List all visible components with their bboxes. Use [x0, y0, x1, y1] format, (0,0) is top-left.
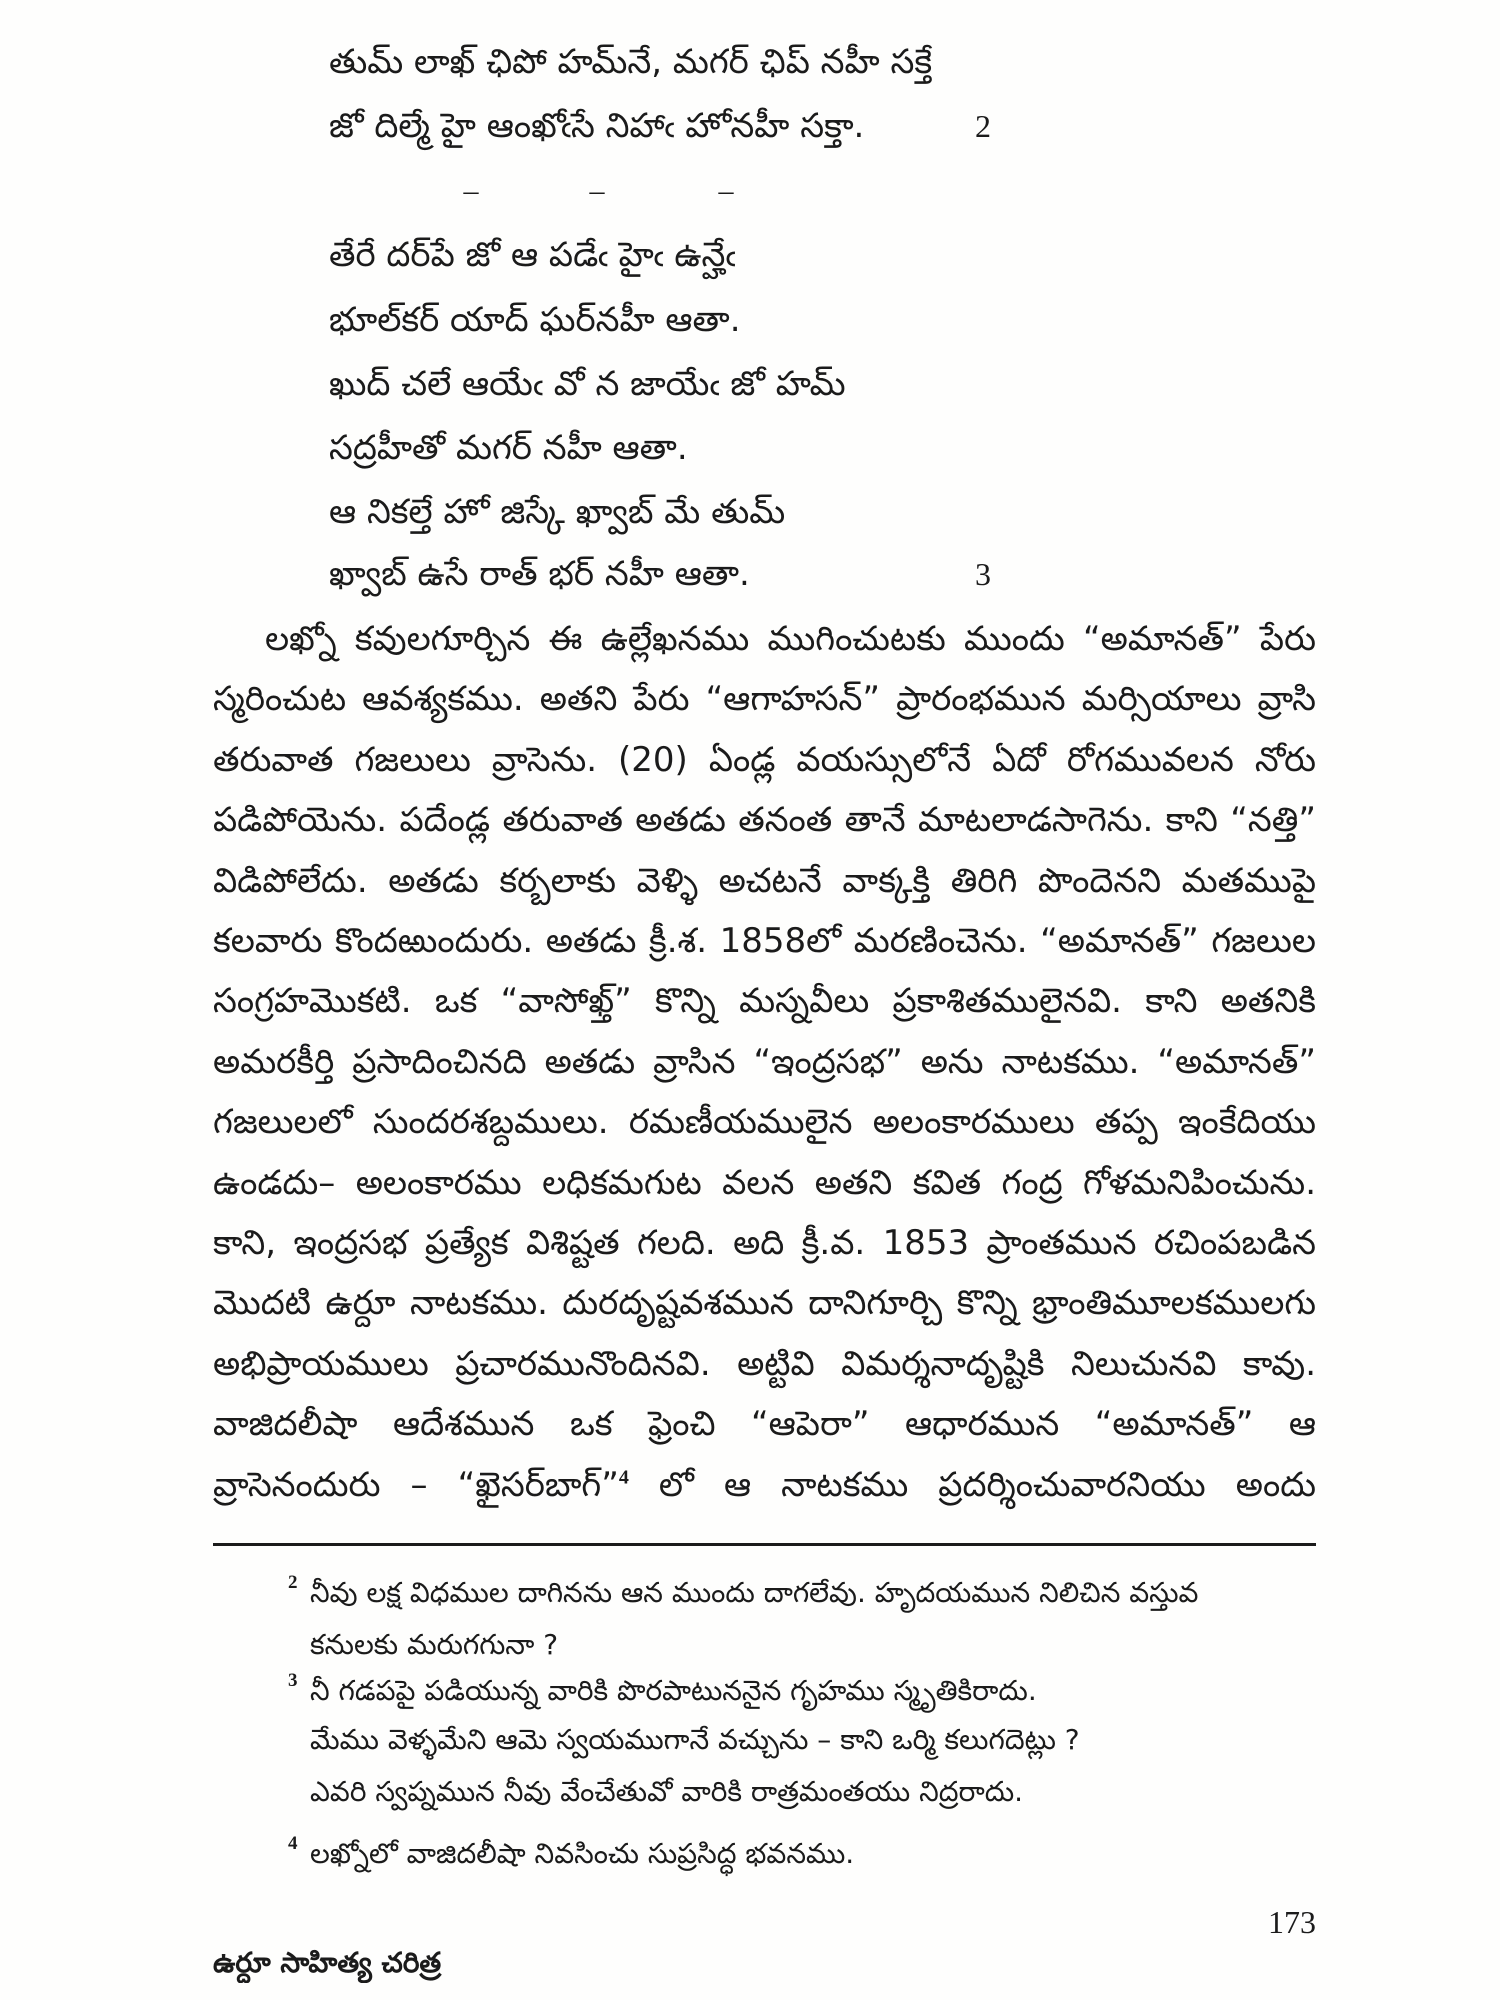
poem-line: ఆ నికల్తే హో జిస్కే ఖ్వాబ్ మే తుమ్	[329, 492, 786, 532]
paragraph-line: పడిపోయెను. పదేండ్ల తరువాత అతడు తనంత తానే మాటలాడసాగెను. కాని “నత్తి”	[213, 800, 1316, 840]
paragraph-line: అమరకీర్తి ప్రసాదించినది అతడు వ్రాసిన “ఇంద్రసభ” అను నాటకము. “అమానత్”	[213, 1042, 1316, 1082]
page-number: 173	[1268, 1904, 1316, 1940]
footnote-line: లఖ్నోలో వాజిదలీషా నివసించు సుప్రసిద్ధ భవనము.	[310, 1837, 855, 1870]
paragraph-text: లో ఆ నాటకము ప్రదర్శించువారనియు అందు	[658, 1465, 1316, 1505]
verse-number: 3	[975, 556, 991, 592]
paragraph-line: మొదటి ఉర్దూ నాటకము. దురదృష్టవశమున దానిగూర్చి కొన్ని భ్రాంతిమూలకములగు	[213, 1283, 1316, 1323]
verse-number: 2	[975, 108, 991, 144]
stanza-separator: –	[463, 174, 479, 207]
paragraph-line: విడిపోలేదు. అతడు కర్బలాకు వెళ్ళి అచటనే వాక్కక్తి తిరిగి పొందెనని మతముపై	[213, 861, 1316, 901]
footnote-line: ఎవరి స్వప్నమున నీవు వేంచేతువో వారికి రాత్రమంతయు నిద్రరాదు.	[310, 1775, 1024, 1808]
poem-line: సద్రహీతో మగర్ నహీ ఆతా.	[329, 428, 688, 468]
footnote-divider	[213, 1543, 1316, 1546]
footnote-line: మేము వెళ్ళమేని ఆమె స్వయముగానే వచ్చును – కాని ఒర్మి కలుగదెట్లు ?	[310, 1723, 1080, 1756]
poem-line: ఖుద్ చలే ఆయేఁ వో న జాయేఁ జో హమ్	[329, 364, 846, 404]
paragraph-line: అభిప్రాయములు ప్రచారమునొందినవి. అట్టివి విమర్శనాదృష్టికి నిలుచునవి కావు.	[213, 1344, 1316, 1384]
paragraph-line: సంగ్రహమొకటి. ఒక “వాసోఖ్త్” కొన్ని మస్నవీలు ప్రకాశితములైనవి. కాని అతనికి	[213, 981, 1316, 1021]
footnote-marker: 2	[288, 1572, 298, 1593]
paragraph-line: వాజిదలీషా ఆదేశమున ఒక ఫ్రెంచి “ఆపెరా” ఆధారమున “అమానత్” ఆ	[213, 1404, 1316, 1444]
footnote-marker: 4	[288, 1833, 298, 1854]
poem-line: జో దిల్మే హై ఆంఖోఁసే నిహాఁ హోనహీ సక్తా.	[329, 106, 865, 146]
paragraph-text: వ్రాసెనందురు – “ఖైసర్‌బాగ్”	[213, 1465, 619, 1505]
footnote-line: నీవు లక్ష విధముల దాగినను ఆన ముందు దాగలేవు. హృదయమున నిలిచిన వస్తువ	[310, 1576, 1199, 1609]
paragraph-line: కాని, ఇంద్రసభ ప్రత్యేక విశిష్టత గలది. అది క్రీ.వ. 1853 ప్రాంతమున రచింపబడిన	[213, 1223, 1316, 1263]
poem-line: తేరే దర్‌పే జో ఆ పడేఁ హైఁ ఉన్హేఁ	[329, 235, 736, 275]
paragraph-line: తరువాత గజలులు వ్రాసెను. (20) ఏండ్ల వయస్సులోనే ఏదో రోగమువలన నోరు	[213, 740, 1316, 780]
footnote-reference: 4	[618, 1466, 629, 1489]
footnote-line: కనులకు మరుగగునా ?	[310, 1628, 559, 1661]
stanza-separator: –	[589, 174, 605, 207]
paragraph-line: గజలులలో సుందరశబ్దములు. రమణీయములైన అలంకారములు తప్ప ఇంకేదియు	[213, 1102, 1316, 1142]
paragraph-line: ఉండదు– అలంకారము లధికమగుట వలన అతని కవిత గంద్ర గోళమనిపించును.	[213, 1163, 1316, 1203]
paragraph-line: లఖ్నో కవులగూర్చిన ఈ ఉల్లేఖనము ముగించుటకు ముందు “అమానత్” పేరు	[265, 619, 1316, 659]
poem-line: ఖ్వాబ్ ఉసే రాత్ భర్ నహీ ఆతా.	[329, 554, 750, 594]
poem-line: భూల్‌కర్ యాద్ ఘర్‌నహీ ఆతా.	[329, 300, 741, 340]
poem-line: తుమ్ లాఖ్ ఛిపో హమ్‌నే, మగర్ ఛిప్ నహీ సక్తే	[329, 42, 933, 82]
stanza-separator: –	[718, 174, 734, 207]
paragraph-line: కలవారు కొందఱుందురు. అతడు క్రీ.శ. 1858లో మరణించెను. “అమానత్” గజలుల	[213, 921, 1316, 961]
footnote-marker: 3	[288, 1670, 298, 1691]
paragraph-line-last	[213, 1456, 1316, 1514]
footnote-line: నీ గడపపై పడియున్న వారికి పొరపాటుననైన గృహము స్మృతికిరాదు.	[310, 1674, 1037, 1707]
paragraph-line: స్మరించుట ఆవశ్యకము. అతని పేరు “ఆగాహసన్” ప్రారంభమున మర్సియాలు వ్రాసి	[213, 679, 1316, 719]
running-footer-title: ఉర్దూ సాహిత్య చరిత్ర	[213, 1946, 442, 1979]
